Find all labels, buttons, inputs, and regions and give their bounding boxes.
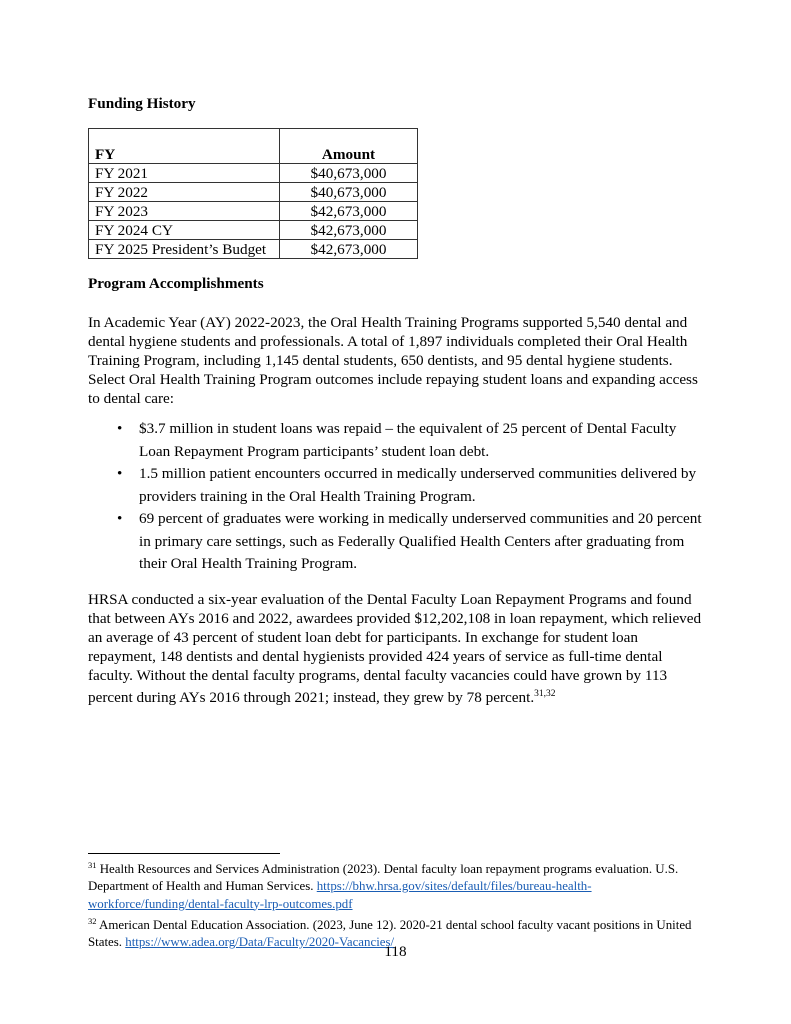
table-row [89, 221, 418, 240]
evaluation-paragraph [88, 590, 708, 708]
footnote-text: Health Resources and Services Administration (2023). Dental faculty loan repayment programs evaluation. U.S. Department of Health and Human Services. [88, 862, 679, 894]
bullet-icon: • [117, 465, 123, 482]
accomplishments-intro-paragraph: In Academic Year (AY) 2022-2023, the Oral Health Training Programs supported 5,540 dental and dental hygiene students and professionals. A total of 1,897 individuals completed their Oral Health Training Program, including 1,145 dental students, 650 dentists, and 95 dental hygiene students. Select Oral Health Training Program outcomes include repaying student loans and expanding access to dental care: [88, 314, 698, 408]
fy-cell: FY 2022 [89, 183, 280, 202]
bullet-icon: • [117, 510, 123, 527]
amount-cell: $40,673,000 [280, 183, 418, 202]
amount-cell: $42,673,000 [280, 221, 418, 240]
fy-cell: FY 2025 President’s Budget [89, 240, 280, 259]
column-header-fy: FY [89, 129, 280, 164]
program-accomplishments-heading: Program Accomplishments [88, 275, 264, 292]
bullet-icon: • [117, 420, 123, 437]
bullet-text: $3.7 million in student loans was repaid – the equivalent of 25 percent of Dental Faculty Loan Repayment Program participants’ student loan debt. [139, 420, 677, 460]
page-number: 118 [384, 943, 407, 960]
footnote-separator [88, 853, 280, 854]
footnote-number: 31 [88, 860, 97, 870]
table-header-row [89, 129, 418, 164]
table-row [89, 202, 418, 221]
amount-cell: $42,673,000 [280, 202, 418, 221]
footnote-link[interactable]: https://www.adea.org/Data/Faculty/2020-Vacancies/ [125, 935, 395, 950]
fy-cell: FY 2021 [89, 164, 280, 183]
bullet-text: 69 percent of graduates were working in medically underserved communities and 20 percent in primary care settings, such as Federally Qualified Health Centers after graduating from their Oral Health Training Program. [139, 510, 702, 572]
list-item [88, 418, 708, 463]
fy-cell: FY 2023 [89, 202, 280, 221]
footnote-number: 32 [88, 915, 97, 926]
footnotes [88, 857, 708, 951]
column-header-amount: Amount [280, 129, 418, 164]
footnote-text: American Dental Education Association. (2023, June 12). 2020-21 dental school faculty vacant positions in United States. [88, 917, 692, 950]
bullet-text: 1.5 million patient encounters occurred in medically underserved communities delivered by providers training in the Oral Health Training Program. [139, 465, 697, 505]
fy-cell: FY 2024 CY [89, 221, 280, 240]
amount-cell: $42,673,000 [280, 240, 418, 259]
footnote-31 [88, 857, 708, 913]
footnote-link[interactable]: https://bhw.hrsa.gov/sites/default/files/bureau-health-workforce/funding/dental-faculty-lrp-outcomes.pdf [88, 879, 592, 911]
evaluation-text: HRSA conducted a six-year evaluation of the Dental Faculty Loan Repayment Programs and found that between AYs 2016 and 2022, awardees provided $12,202,108 in loan repayment, which relieved an average of 43 percent of student loan debt for participants. In exchange for student loan repayment, 148 dentists and dental hygienists provided 424 years of service as full-time dental faculty. Without the dental faculty programs, dental faculty vacancies could have grown by 113 percent during AYs 2016 through 2021; instead, they grew by 78 percent. [88, 591, 702, 707]
table-row [89, 240, 418, 259]
list-item [88, 508, 708, 576]
table-row [89, 164, 418, 183]
funding-history-heading: Funding History [88, 95, 196, 112]
list-item [88, 463, 708, 508]
funding-history-table [88, 128, 418, 259]
outcomes-bullet-list [88, 418, 708, 576]
footnote-reference[interactable]: 31,32 [534, 689, 556, 700]
amount-cell: $40,673,000 [280, 164, 418, 183]
table-row [89, 183, 418, 202]
